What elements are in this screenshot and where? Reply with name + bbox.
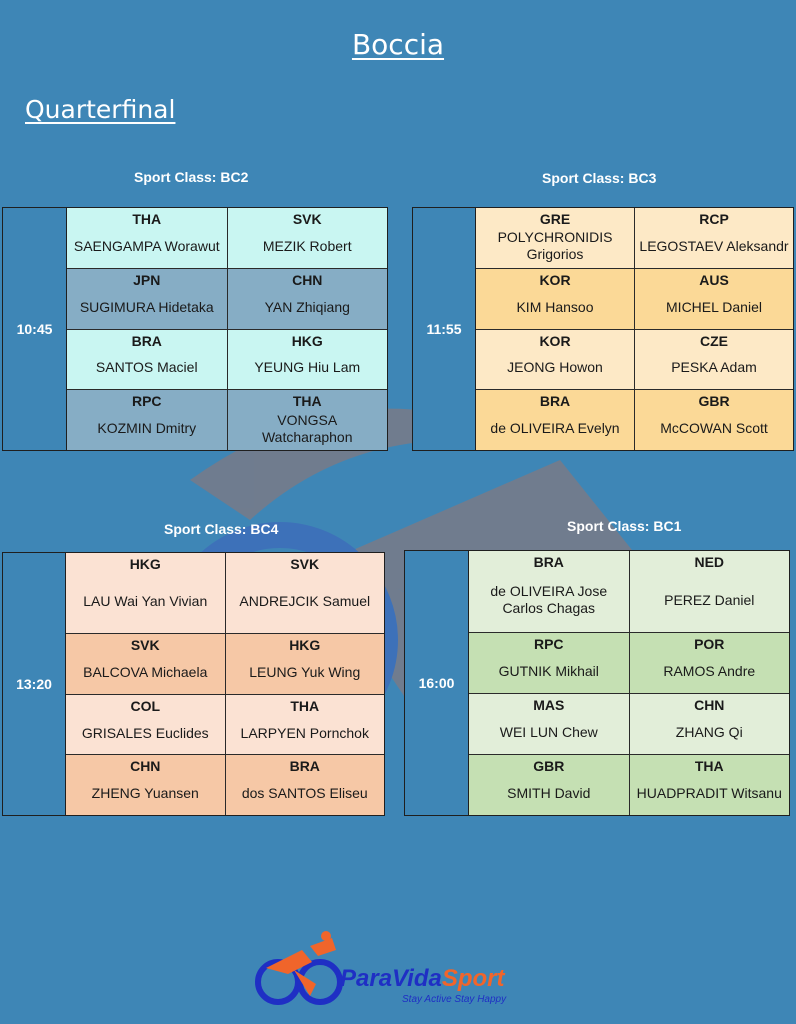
country-code: RCP	[699, 211, 729, 227]
class-label-bc1: Sport Class: BC1	[567, 518, 682, 534]
country-code: HKG	[129, 556, 161, 572]
match-list	[66, 553, 384, 815]
player-name: GUTNIK Mikhail	[498, 663, 599, 679]
player-right	[228, 390, 388, 450]
player-right	[226, 755, 385, 815]
country-code: THA	[694, 758, 724, 774]
player-right	[630, 755, 790, 815]
player-name: POLYCHRONIDIS Grigorios	[497, 229, 613, 263]
player-right	[226, 553, 385, 633]
match-row	[66, 695, 384, 756]
country-code: SVK	[290, 556, 320, 572]
session-time: 16:00	[405, 551, 469, 815]
country-code: HKG	[291, 332, 323, 349]
player-name: ZHENG Yuansen	[91, 785, 199, 802]
player-left	[476, 390, 635, 450]
round-title: Quarterfinal	[25, 95, 176, 124]
paravida-logo	[252, 930, 542, 1010]
country-code: THA	[132, 211, 162, 227]
player-right	[228, 330, 388, 390]
session-time: 13:20	[3, 553, 66, 815]
svg-text:ParaVidaSport	[340, 965, 506, 992]
player-name: YAN Zhiqiang	[264, 298, 350, 315]
player-name: SANTOS Maciel	[95, 359, 198, 376]
brand-part2: Sport	[441, 965, 505, 992]
player-name: WEI LUN Chew	[499, 724, 598, 740]
tagline: Stay Active Stay Happy	[402, 994, 507, 1005]
match-row	[469, 694, 789, 755]
match-list	[67, 208, 387, 450]
player-left	[67, 269, 228, 329]
match-row	[67, 269, 387, 330]
player-right	[635, 269, 793, 329]
player-name: de OLIVEIRA Jose Carlos Chagas	[490, 583, 608, 616]
country-code: AUS	[699, 271, 729, 288]
class-label-bc4: Sport Class: BC4	[164, 521, 279, 537]
page-title: Boccia	[351, 28, 445, 61]
country-code: KOR	[539, 271, 571, 288]
player-right	[630, 551, 790, 632]
player-right	[630, 633, 790, 693]
match-row	[469, 633, 789, 694]
player-name: KIM Hansoo	[516, 298, 594, 315]
country-code: GBR	[533, 758, 565, 774]
player-left	[476, 269, 635, 329]
player-right	[635, 208, 793, 268]
player-name: MEZIK Robert	[262, 237, 352, 254]
country-code: JPN	[133, 271, 161, 288]
match-row	[66, 634, 384, 695]
player-right	[226, 695, 385, 755]
player-name: MICHEL Daniel	[666, 298, 762, 315]
schedule-block-bc3	[412, 207, 794, 451]
player-left	[469, 633, 630, 693]
player-right	[226, 634, 385, 694]
player-name: ZHANG Qi	[675, 724, 743, 740]
country-code: SVK	[130, 637, 160, 654]
country-code: COL	[130, 697, 161, 714]
player-name: HUADPRADIT Witsanu	[636, 785, 782, 801]
match-row	[476, 269, 793, 330]
country-code: BRA	[533, 554, 564, 570]
player-name: BALCOVA Michaela	[83, 664, 208, 681]
player-right	[635, 330, 793, 390]
match-row	[476, 330, 793, 391]
brand-part1: ParaVida	[340, 965, 442, 992]
player-name: SAENGAMPA Worawut	[73, 237, 220, 254]
country-code: CZE	[700, 332, 728, 349]
session-time: 11:55	[413, 208, 476, 450]
country-code: GRE	[539, 211, 571, 227]
country-code: HKG	[289, 637, 321, 654]
country-code: THA	[290, 697, 320, 714]
class-label-bc3: Sport Class: BC3	[542, 170, 657, 186]
country-code: NED	[694, 554, 725, 570]
player-left	[469, 755, 630, 815]
player-right	[635, 390, 793, 450]
country-code: SVK	[292, 211, 322, 227]
match-list	[476, 208, 793, 450]
player-left	[476, 330, 635, 390]
player-name: RAMOS Andre	[663, 663, 756, 679]
class-label-bc2: Sport Class: BC2	[134, 169, 249, 185]
schedule-block-bc1	[404, 550, 790, 816]
player-left	[67, 330, 228, 390]
match-row	[67, 390, 387, 450]
player-name: SMITH David	[507, 785, 591, 801]
match-row	[469, 755, 789, 815]
player-left	[66, 695, 226, 755]
country-code: BRA	[289, 758, 320, 775]
country-code: CHN	[694, 697, 725, 713]
schedule-block-bc2	[2, 207, 388, 451]
player-name: McCOWAN Scott	[660, 420, 768, 437]
player-left	[66, 634, 226, 694]
player-right	[630, 694, 790, 754]
country-code: BRA	[539, 393, 571, 410]
player-name: KOZMIN Dmitry	[97, 420, 197, 437]
player-name: de OLIVEIRA Evelyn	[490, 420, 620, 437]
country-code: BRA	[131, 332, 162, 349]
match-row	[476, 390, 793, 450]
country-code: CHN	[292, 271, 323, 288]
player-left	[66, 553, 226, 633]
player-left	[476, 208, 635, 268]
match-row	[469, 551, 789, 633]
match-row	[66, 553, 384, 634]
session-time: 10:45	[3, 208, 67, 450]
country-code: GBR	[698, 393, 730, 410]
player-name: PESKA Adam	[671, 359, 757, 376]
player-right	[228, 208, 388, 268]
player-name: YEUNG Hiu Lam	[254, 359, 361, 376]
player-left	[66, 755, 226, 815]
country-code: POR	[694, 636, 725, 652]
player-right	[228, 269, 388, 329]
match-row	[67, 208, 387, 269]
match-row	[66, 755, 384, 815]
country-code: KOR	[539, 332, 571, 349]
player-name: ANDREJCIK Samuel	[239, 593, 371, 610]
country-code: RPC	[131, 393, 162, 410]
player-name: VONGSA Watcharaphon	[261, 411, 353, 445]
country-code: RPC	[533, 636, 564, 652]
player-left	[469, 694, 630, 754]
player-name: SUGIMURA Hidetaka	[79, 298, 214, 315]
player-left	[67, 390, 228, 450]
player-left	[469, 551, 630, 632]
player-name: LARPYEN Pornchok	[240, 724, 369, 741]
country-code: MAS	[533, 697, 565, 713]
player-name: JEONG Howon	[507, 359, 603, 376]
player-name: dos SANTOS Eliseu	[241, 785, 368, 802]
player-name: LAU Wai Yan Vivian	[83, 593, 208, 610]
player-name: LEUNG Yuk Wing	[249, 664, 361, 681]
match-row	[67, 330, 387, 391]
player-left	[67, 208, 228, 268]
player-name: GRISALES Euclides	[81, 724, 209, 741]
country-code: THA	[292, 393, 322, 410]
match-list	[469, 551, 789, 815]
player-name: PEREZ Daniel	[664, 591, 755, 608]
cyclist-icon	[258, 931, 340, 1002]
match-row	[476, 208, 793, 269]
country-code: CHN	[130, 758, 161, 775]
schedule-block-bc4	[2, 552, 385, 816]
player-name: LEGOSTAEV Aleksandr	[639, 237, 789, 254]
